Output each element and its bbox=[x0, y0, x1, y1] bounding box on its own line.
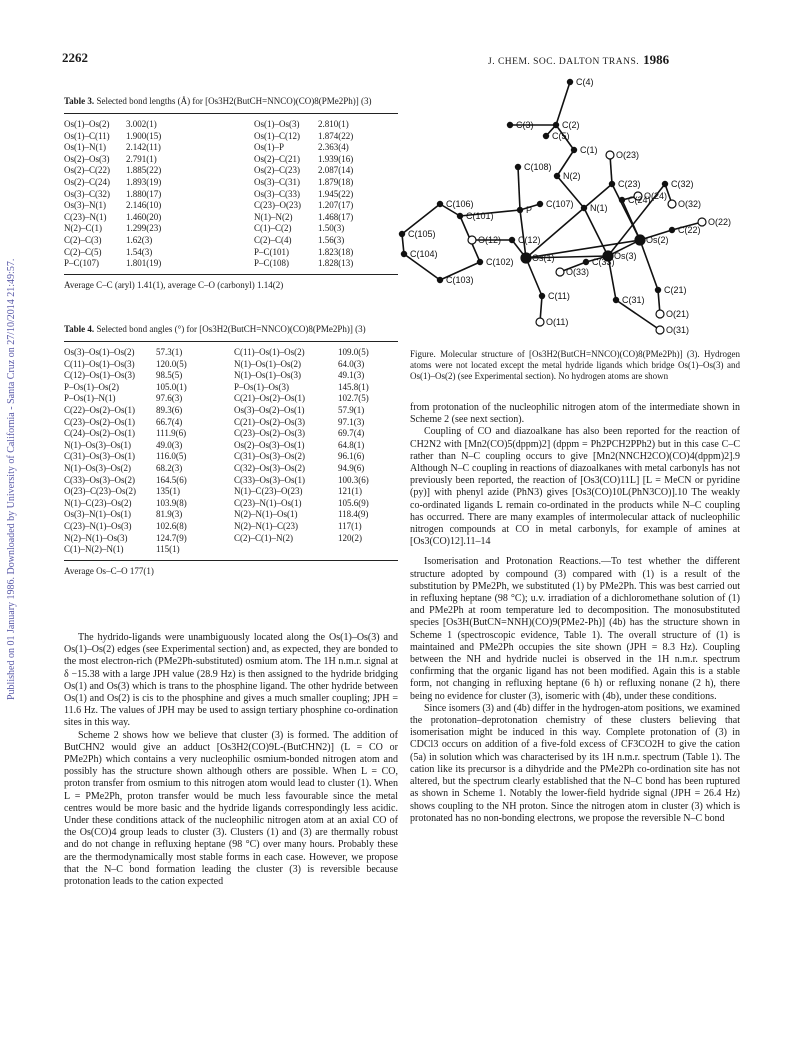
table-row bbox=[64, 451, 398, 463]
table-cell: 1.879(18) bbox=[318, 176, 354, 187]
table-cell: P–Os(1)–Os(2) bbox=[64, 381, 119, 392]
table-cell: C(21)–Os(2)–Os(1) bbox=[234, 393, 305, 404]
table-cell: N(1)–Os(3)–Os(2) bbox=[64, 462, 131, 473]
table-4-label: Table 4. bbox=[64, 324, 95, 334]
atom-label: O(24) bbox=[644, 191, 668, 201]
table-cell: Os(2)–C(21) bbox=[254, 153, 300, 164]
atom-marker bbox=[669, 227, 674, 232]
atom-label: C(3) bbox=[516, 120, 534, 130]
atom-marker bbox=[401, 251, 406, 256]
table-cell: 81.9(3) bbox=[156, 509, 183, 520]
table-cell: 111.9(6) bbox=[156, 428, 187, 439]
atom-marker bbox=[437, 277, 442, 282]
table-cell: C(32)–Os(3)–Os(2) bbox=[234, 462, 305, 473]
table-cell: O(23)–C(23)–Os(2) bbox=[64, 486, 136, 497]
table-cell: 135(1) bbox=[156, 486, 180, 497]
table-cell: 117(1) bbox=[338, 520, 362, 531]
table-row bbox=[64, 486, 398, 498]
table-cell: C(11)–Os(1)–Os(3) bbox=[64, 358, 135, 369]
table-cell: N(2)–N(1)–Os(1) bbox=[234, 509, 298, 520]
atom-marker bbox=[567, 79, 572, 84]
table-cell: C(23)–N(1) bbox=[64, 211, 107, 222]
table-cell: 1.828(13) bbox=[318, 258, 354, 269]
table-cell: C(33)–Os(3)–Os(2) bbox=[64, 474, 135, 485]
atom-label: C(5) bbox=[552, 131, 570, 141]
table-cell: P–C(101) bbox=[254, 246, 290, 257]
table-cell: N(2)–N(1)–Os(3) bbox=[64, 532, 128, 543]
atom-marker bbox=[507, 122, 512, 127]
atom-label: C(1) bbox=[580, 145, 598, 155]
atom-marker bbox=[517, 207, 522, 212]
table-cell: C(22)–Os(2)–Os(1) bbox=[64, 404, 135, 415]
atom-marker bbox=[662, 181, 667, 186]
atom-label: C(33) bbox=[592, 257, 615, 267]
atom-label: P bbox=[526, 205, 533, 215]
atom-marker bbox=[656, 310, 664, 318]
table-row bbox=[64, 440, 398, 452]
table-cell: 145.8(1) bbox=[338, 381, 369, 392]
atom-label: C(24) bbox=[628, 195, 651, 205]
table-cell: Os(3)–C(33) bbox=[254, 188, 300, 199]
atom-label: C(104) bbox=[410, 249, 438, 259]
table-cell: N(2)–C(1) bbox=[64, 223, 102, 234]
table-cell: 2.810(1) bbox=[318, 119, 349, 129]
table-cell: 1.939(16) bbox=[318, 153, 354, 164]
table-cell: N(1)–C(23)–Os(2) bbox=[64, 497, 132, 508]
table-cell: 1.207(17) bbox=[318, 200, 354, 211]
table-row bbox=[64, 347, 398, 359]
table-row bbox=[64, 393, 398, 405]
table-cell: 121(1) bbox=[338, 486, 362, 497]
table-row bbox=[64, 463, 398, 475]
table-4 bbox=[64, 324, 398, 577]
table-3-label: Table 3. bbox=[64, 96, 95, 106]
table-row bbox=[64, 370, 398, 382]
table-cell: Os(2)–C(23) bbox=[254, 165, 300, 176]
table-cell: 1.885(22) bbox=[126, 165, 162, 176]
atom-marker bbox=[635, 235, 645, 245]
atom-label: C(102) bbox=[486, 257, 514, 267]
table-cell: Os(2)–Os(3) bbox=[64, 153, 110, 164]
table-cell: 64.0(3) bbox=[338, 358, 365, 369]
atom-label: Os(1) bbox=[532, 253, 555, 263]
table-cell: Os(1)–P bbox=[254, 142, 285, 153]
atom-marker bbox=[543, 133, 548, 138]
table-cell: Os(2)–C(24) bbox=[64, 176, 110, 187]
atom-marker bbox=[656, 326, 664, 334]
molecular-structure-figure bbox=[0, 0, 797, 345]
table-cell: 120.0(5) bbox=[156, 358, 187, 369]
table-cell: Os(2)–C(22) bbox=[64, 165, 110, 176]
table-row bbox=[64, 405, 398, 417]
right-paragraph-4: Since isomers (3) and (4b) differ in the hydrogen-atom positions, we examined the protonation–deprotonation chemistry of these clusters believing that isomerisation might be induced in this way. Complete protonation of (3) in CDCl3 occurs on addition of a five-fold excess of CF3CO2H to give the cation (5a) in solution which was characterised by its 1H n.m.r. spectrum (Table 1). The cation like its precursor is a dihydride and the PMe2Ph co-ordination site has not altered, but the spectrum clearly established that the N–C bond has been ruptured as shown in Scheme 1. Notably the lower-field hydride signal (JPH = 26.4 Hz) shows coupling to the NH proton. Since the nitrogen atom in cluster (3) which is protonated has no non-bonding electrons, we propose the reversible N–C bond bbox=[410, 702, 740, 824]
table-cell: 66.7(4) bbox=[156, 416, 183, 427]
atom-marker bbox=[619, 197, 624, 202]
table-cell: 1.56(3) bbox=[318, 234, 345, 245]
table-cell: 1.823(18) bbox=[318, 246, 354, 257]
table-cell: N(2)–N(1)–C(23) bbox=[234, 520, 298, 531]
atom-label: C(12) bbox=[518, 235, 541, 245]
table-cell: Os(3)–Os(1)–Os(2) bbox=[64, 347, 135, 357]
table-cell: 1.900(15) bbox=[126, 130, 162, 141]
atom-marker bbox=[571, 147, 576, 152]
atom-label: C(21) bbox=[664, 285, 687, 295]
atom-marker bbox=[556, 268, 564, 276]
table-row bbox=[64, 544, 398, 556]
table-4-body bbox=[64, 347, 398, 556]
table-3-caption-text: Selected bond lengths (Å) for [Os3H2(ButCH=NNCO)(CO)8(PMe2Ph)] (3) bbox=[96, 96, 372, 106]
table-cell: 97.6(3) bbox=[156, 393, 183, 404]
download-notice-text: Published on 01 January 1986. Downloaded by University of California - Santa Cruz on 27/10/2014 21:49:57. bbox=[6, 258, 17, 700]
table-cell: Os(1)–N(1) bbox=[64, 142, 106, 153]
bond-line bbox=[526, 258, 542, 296]
table-cell: 1.460(20) bbox=[126, 211, 162, 222]
atom-label: N(2) bbox=[563, 171, 581, 181]
atom-label: C(23) bbox=[618, 179, 641, 189]
table-cell: N(1)–Os(1)–Os(3) bbox=[234, 370, 301, 381]
table-cell bbox=[234, 544, 338, 556]
atom-label: C(103) bbox=[446, 275, 474, 285]
table-cell: C(1)–C(2) bbox=[254, 223, 292, 234]
left-paragraph-1: The hydrido-ligands were unambiguously located along the Os(1)–Os(3) and Os(1)–Os(2) edges (see Experimental section) and, as expected, they are bonded to the most electron-rich (PMe2Ph-substituted) osmium atom. The 1H n.m.r. signal at δ −15.38 with a large JPH value (28.9 Hz) is then assigned to the hydride bridging Os(1) and Os(3) which is trans to the phosphine ligand. The other hydride between Os(1) and Os(2) is cis to the phosphine and gives a much smaller coupling; JPH = 11.6 Hz. The values of JPH may be used to assign tertiary phosphine co-ordination sites in this way. bbox=[64, 632, 398, 729]
table-4-caption-text: Selected bond angles (°) for [Os3H2(ButCH=NNCO)(CO)8(PMe2Ph)] (3) bbox=[96, 324, 366, 334]
table-cell: C(2)–C(3) bbox=[64, 234, 102, 245]
table-row bbox=[64, 498, 398, 510]
table-cell: 102.7(5) bbox=[338, 393, 369, 404]
right-column bbox=[410, 402, 740, 825]
atom-label: O(33) bbox=[566, 267, 590, 277]
table-cell: 1.801(19) bbox=[126, 258, 162, 269]
table-cell: 124.7(9) bbox=[156, 532, 187, 543]
table-cell: P–C(107) bbox=[64, 258, 100, 269]
table-cell: C(23)–O(23) bbox=[254, 200, 301, 211]
table-cell: 2.146(10) bbox=[126, 200, 162, 211]
atom-label: C(4) bbox=[576, 77, 594, 87]
atom-marker bbox=[668, 200, 676, 208]
atom-label: C(11) bbox=[548, 291, 570, 301]
table-cell: P–Os(1)–Os(3) bbox=[234, 381, 289, 392]
table-cell: 116.0(5) bbox=[156, 451, 187, 462]
atom-label: Os(3) bbox=[614, 251, 637, 261]
table-cell: P–C(108) bbox=[254, 258, 290, 269]
atom-label: C(106) bbox=[446, 199, 474, 209]
atom-marker bbox=[554, 173, 559, 178]
table-cell: C(2)–C(5) bbox=[64, 246, 102, 257]
table-cell: 97.1(3) bbox=[338, 416, 365, 427]
atom-marker bbox=[539, 293, 544, 298]
table-cell: Os(3)–C(32) bbox=[64, 188, 110, 199]
atom-marker bbox=[457, 213, 462, 218]
table-cell: 68.2(3) bbox=[156, 462, 183, 473]
atom-label: C(31) bbox=[622, 295, 645, 305]
table-cell: 1.62(3) bbox=[126, 234, 153, 245]
table-cell: Os(3)–C(31) bbox=[254, 176, 300, 187]
atom-marker bbox=[553, 122, 558, 127]
table-cell: 94.9(6) bbox=[338, 462, 365, 473]
table-cell: N(1)–C(23)–O(23) bbox=[234, 486, 303, 497]
atom-marker bbox=[509, 237, 514, 242]
table-cell: 1.54(3) bbox=[126, 246, 153, 257]
atom-marker bbox=[521, 253, 531, 263]
table-cell: 1.880(17) bbox=[126, 188, 162, 199]
table-cell: 3.002(1) bbox=[126, 119, 157, 129]
figure-atoms bbox=[399, 77, 731, 335]
table-cell: C(31)–Os(3)–Os(2) bbox=[234, 451, 305, 462]
bond-line bbox=[518, 167, 520, 210]
atom-marker bbox=[606, 151, 614, 159]
table-cell: Os(3)–N(1) bbox=[64, 200, 106, 211]
atom-marker bbox=[655, 287, 660, 292]
table-cell: 69.7(4) bbox=[338, 428, 365, 439]
table-cell: 118.4(9) bbox=[338, 509, 369, 520]
table-cell: C(23)–N(1)–Os(3) bbox=[64, 520, 132, 531]
table-cell: 1.874(22) bbox=[318, 130, 354, 141]
atom-marker bbox=[515, 164, 520, 169]
table-cell: 2.142(11) bbox=[126, 142, 161, 153]
table-cell: C(23)–Os(2)–Os(3) bbox=[234, 428, 305, 439]
table-row bbox=[64, 382, 398, 394]
table-cell: 57.9(1) bbox=[338, 404, 365, 415]
table-cell: C(1)–N(2)–N(1) bbox=[64, 544, 124, 555]
atom-label: C(32) bbox=[671, 179, 694, 189]
table-cell: C(23)–Os(2)–Os(1) bbox=[64, 416, 135, 427]
atom-marker bbox=[609, 181, 614, 186]
table-cell: 109.0(5) bbox=[338, 347, 369, 357]
table-cell: Os(1)–Os(2) bbox=[64, 119, 110, 129]
table-cell: P–Os(1)–N(1) bbox=[64, 393, 116, 404]
atom-marker bbox=[537, 201, 542, 206]
table-cell: 49.0(3) bbox=[156, 439, 183, 450]
table-cell: N(1)–Os(1)–Os(2) bbox=[234, 358, 301, 369]
table-cell: 100.3(6) bbox=[338, 474, 369, 485]
table-cell: 102.6(8) bbox=[156, 520, 187, 531]
atom-marker bbox=[477, 259, 482, 264]
table-cell: 120(2) bbox=[338, 532, 362, 543]
atom-marker bbox=[613, 297, 618, 302]
table-4-bottom-rule bbox=[64, 560, 398, 561]
table-cell bbox=[338, 544, 398, 556]
table-cell: C(21)–Os(2)–Os(3) bbox=[234, 416, 305, 427]
atom-label: O(12) bbox=[478, 235, 502, 245]
atom-label: O(31) bbox=[666, 325, 690, 335]
table-cell: 105.6(9) bbox=[338, 497, 369, 508]
table-4-footnote: Average Os–C–O 177(1) bbox=[64, 565, 154, 576]
figure-caption: Figure. Molecular structure of [Os3H2(ButCH=NNCO)(CO)8(PMe2Ph)] (3). Hydrogen atoms were not located except the metal hydride ligands which bridge Os(1)–Os(3) and Os(1)–Os(2) (see Experimental section). No hydrogen atoms are shown bbox=[410, 349, 740, 381]
atom-label: O(22) bbox=[708, 217, 732, 227]
right-paragraph-2: Coupling of CO and diazoalkane has also been reported for the reaction of CH2N2 with [Mn2(CO)5(dppm)2] (dppm = Ph2PCH2PPh2) but in this case C–C rather than N–C coupling occurs to give [Mn2(NNCH2CO)(CO)4(dppm)2].9 Although N–C coupling in reactions of diazoalkanes with metal carbonyls has not previously been reported, the reaction of [Os3(CO)11L] [L = MeCN or pyridine (py)] with phenyl azide (PhN3) gives [Os3(CO)10L(PhN3CO)].10 The weakly co-ordinated ligands L remain co-ordinated in the products while N–C coupling has occurred. There are many examples of intermolecular attack of nucleophilic nitrogen compounds at CO in metal carbonyls, for example of amines at [Os3(CO)12].11–14 bbox=[410, 426, 740, 548]
table-cell: Os(2)–Os(3)–Os(1) bbox=[234, 439, 305, 450]
table-cell: 49.1(3) bbox=[338, 370, 365, 381]
bond-line bbox=[640, 240, 658, 290]
table-row bbox=[64, 475, 398, 487]
table-cell: C(33)–Os(3)–Os(1) bbox=[234, 474, 305, 485]
table-cell: C(2)–C(4) bbox=[254, 234, 292, 245]
table-cell: Os(3)–Os(2)–Os(1) bbox=[234, 404, 305, 415]
table-cell: 1.468(17) bbox=[318, 211, 354, 222]
atom-label: Os(2) bbox=[646, 235, 669, 245]
table-cell: 1.893(19) bbox=[126, 176, 162, 187]
page-number: 2262 bbox=[62, 50, 88, 65]
table-cell: C(11)–Os(1)–Os(2) bbox=[234, 347, 305, 357]
atom-label: C(22) bbox=[678, 225, 701, 235]
table-cell: 1.945(22) bbox=[318, 188, 354, 199]
table-cell: C(23)–N(1)–Os(1) bbox=[234, 497, 302, 508]
table-cell: 98.5(5) bbox=[156, 370, 183, 381]
left-paragraph-2: Scheme 2 shows how we believe that cluster (3) is formed. The addition of ButCHN2 would give an adduct [Os3H2(CO)9L-(ButCHN2)] (L = CO or PMe2Ph) which contains a very nucleophilic osmium-bonded nitrogen atom and possibly has the structure shown although others are possible. When L = CO, proton transfer from osmium to this nitrogen atom would lead to cluster (1). When L = PMe2Ph, proton transfer would be much less favourable since the metal centres would be more basic and the hydride ligands correspondingly less acidic. Under these conditions attack of the nucleophilic nitrogen atom at an axial CO of the Os(CO)4 group leads to cluster (3). Clusters (1) and (3) are thermally robust and do not change in refluxing heptane (98 °C) over many hours. Probably these are the thermodynamically most stable forms in each case. However, we propose that the N–C bond formation leading the cluster (3) is reversible because protonation leads to the cation expected bbox=[64, 729, 398, 888]
atom-label: O(21) bbox=[666, 309, 690, 319]
table-row bbox=[64, 359, 398, 371]
atom-label: C(107) bbox=[546, 199, 574, 209]
table-row bbox=[64, 509, 398, 521]
table-cell: 1.299(23) bbox=[126, 223, 162, 234]
journal-year: 1986 bbox=[643, 52, 670, 67]
table-3-footnote: Average C–C (aryl) 1.41(1), average C–O (carbonyl) 1.14(2) bbox=[64, 279, 284, 290]
table-cell: Os(1)–C(12) bbox=[254, 130, 300, 141]
table-cell: 2.087(14) bbox=[318, 165, 354, 176]
table-cell: N(1)–Os(3)–Os(1) bbox=[64, 439, 131, 450]
table-cell: Os(1)–Os(3) bbox=[254, 119, 300, 129]
journal-name: J. CHEM. SOC. DALTON TRANS. bbox=[488, 57, 640, 67]
atom-label: C(108) bbox=[524, 162, 552, 172]
table-cell: 115(1) bbox=[156, 544, 180, 555]
table-cell: 2.791(1) bbox=[126, 153, 157, 164]
atom-marker bbox=[583, 259, 588, 264]
bond-line bbox=[556, 82, 570, 125]
right-paragraph-3: Isomerisation and Protonation Reactions.—To test whether the different structure adopted by compound (3) compared with (1) is a result of the substitution by PMe2Ph, we substituted (1) by PMe2Ph. This was best carried out in refluxing heptane (98 °C); u.v. irradiation of a dichloromethane solution of (1) and PMe2Ph at room temperature led to decomposition. The monosubstituted species [Os3H(ButCN=NNH)(CO)9(PMe2-Ph)] (4b) has the structure shown in Scheme 1 (spectroscopic evidence, Table 1). The overall structure of (1) is maintained and PMe2Ph occupies the site shown (JPH = 8.3 Hz). Coupling between the NH and hydride nuclei is observed in the 1H n.m.r. spectrum confirming that the organic ligand has not been modified. Again this is a stable form, not changing in refluxing heptane (6 h) or refluxing nonane (2 h), there being no evidence for cluster (3), isomeric with (4b), under these conditions. bbox=[410, 556, 740, 702]
table-row bbox=[64, 417, 398, 429]
table-cell: 89.3(6) bbox=[156, 404, 183, 415]
table-cell: C(12)–Os(1)–Os(3) bbox=[64, 370, 135, 381]
atom-marker bbox=[437, 201, 442, 206]
right-paragraph-1: from protonation of the nucleophilic nitrogen atom of the intermediate shown in Scheme 2 (see next section). bbox=[410, 402, 740, 426]
left-column bbox=[64, 632, 398, 888]
atom-label: O(11) bbox=[546, 317, 569, 327]
atom-label: C(105) bbox=[408, 229, 436, 239]
atom-marker bbox=[581, 205, 586, 210]
table-cell: 64.8(1) bbox=[338, 439, 365, 450]
table-cell: 2.363(4) bbox=[318, 142, 349, 153]
atom-label: C(2) bbox=[562, 120, 580, 130]
table-row bbox=[64, 533, 398, 545]
atom-marker bbox=[399, 231, 404, 236]
atom-marker bbox=[468, 236, 476, 244]
table-cell: C(24)–Os(2)–Os(1) bbox=[64, 428, 135, 439]
atom-label: O(23) bbox=[616, 150, 640, 160]
table-cell: C(2)–C(1)–N(2) bbox=[234, 532, 293, 543]
table-cell: Os(3)–N(1)–Os(1) bbox=[64, 509, 131, 520]
table-cell: C(31)–Os(3)–Os(1) bbox=[64, 451, 135, 462]
table-cell: 105.0(1) bbox=[156, 381, 187, 392]
table-cell: 164.5(6) bbox=[156, 474, 187, 485]
table-row bbox=[64, 521, 398, 533]
table-cell: N(1)–N(2) bbox=[254, 211, 293, 222]
atom-label: O(32) bbox=[678, 199, 702, 209]
table-cell: 1.50(3) bbox=[318, 223, 345, 234]
table-cell: Os(1)–C(11) bbox=[64, 130, 110, 141]
atom-marker bbox=[536, 318, 544, 326]
table-cell: 96.1(6) bbox=[338, 451, 365, 462]
table-row bbox=[64, 428, 398, 440]
atom-label: N(1) bbox=[590, 203, 608, 213]
table-cell: 103.9(8) bbox=[156, 497, 187, 508]
table-cell: 57.3(1) bbox=[156, 347, 183, 357]
atom-label: C(101) bbox=[466, 211, 494, 221]
